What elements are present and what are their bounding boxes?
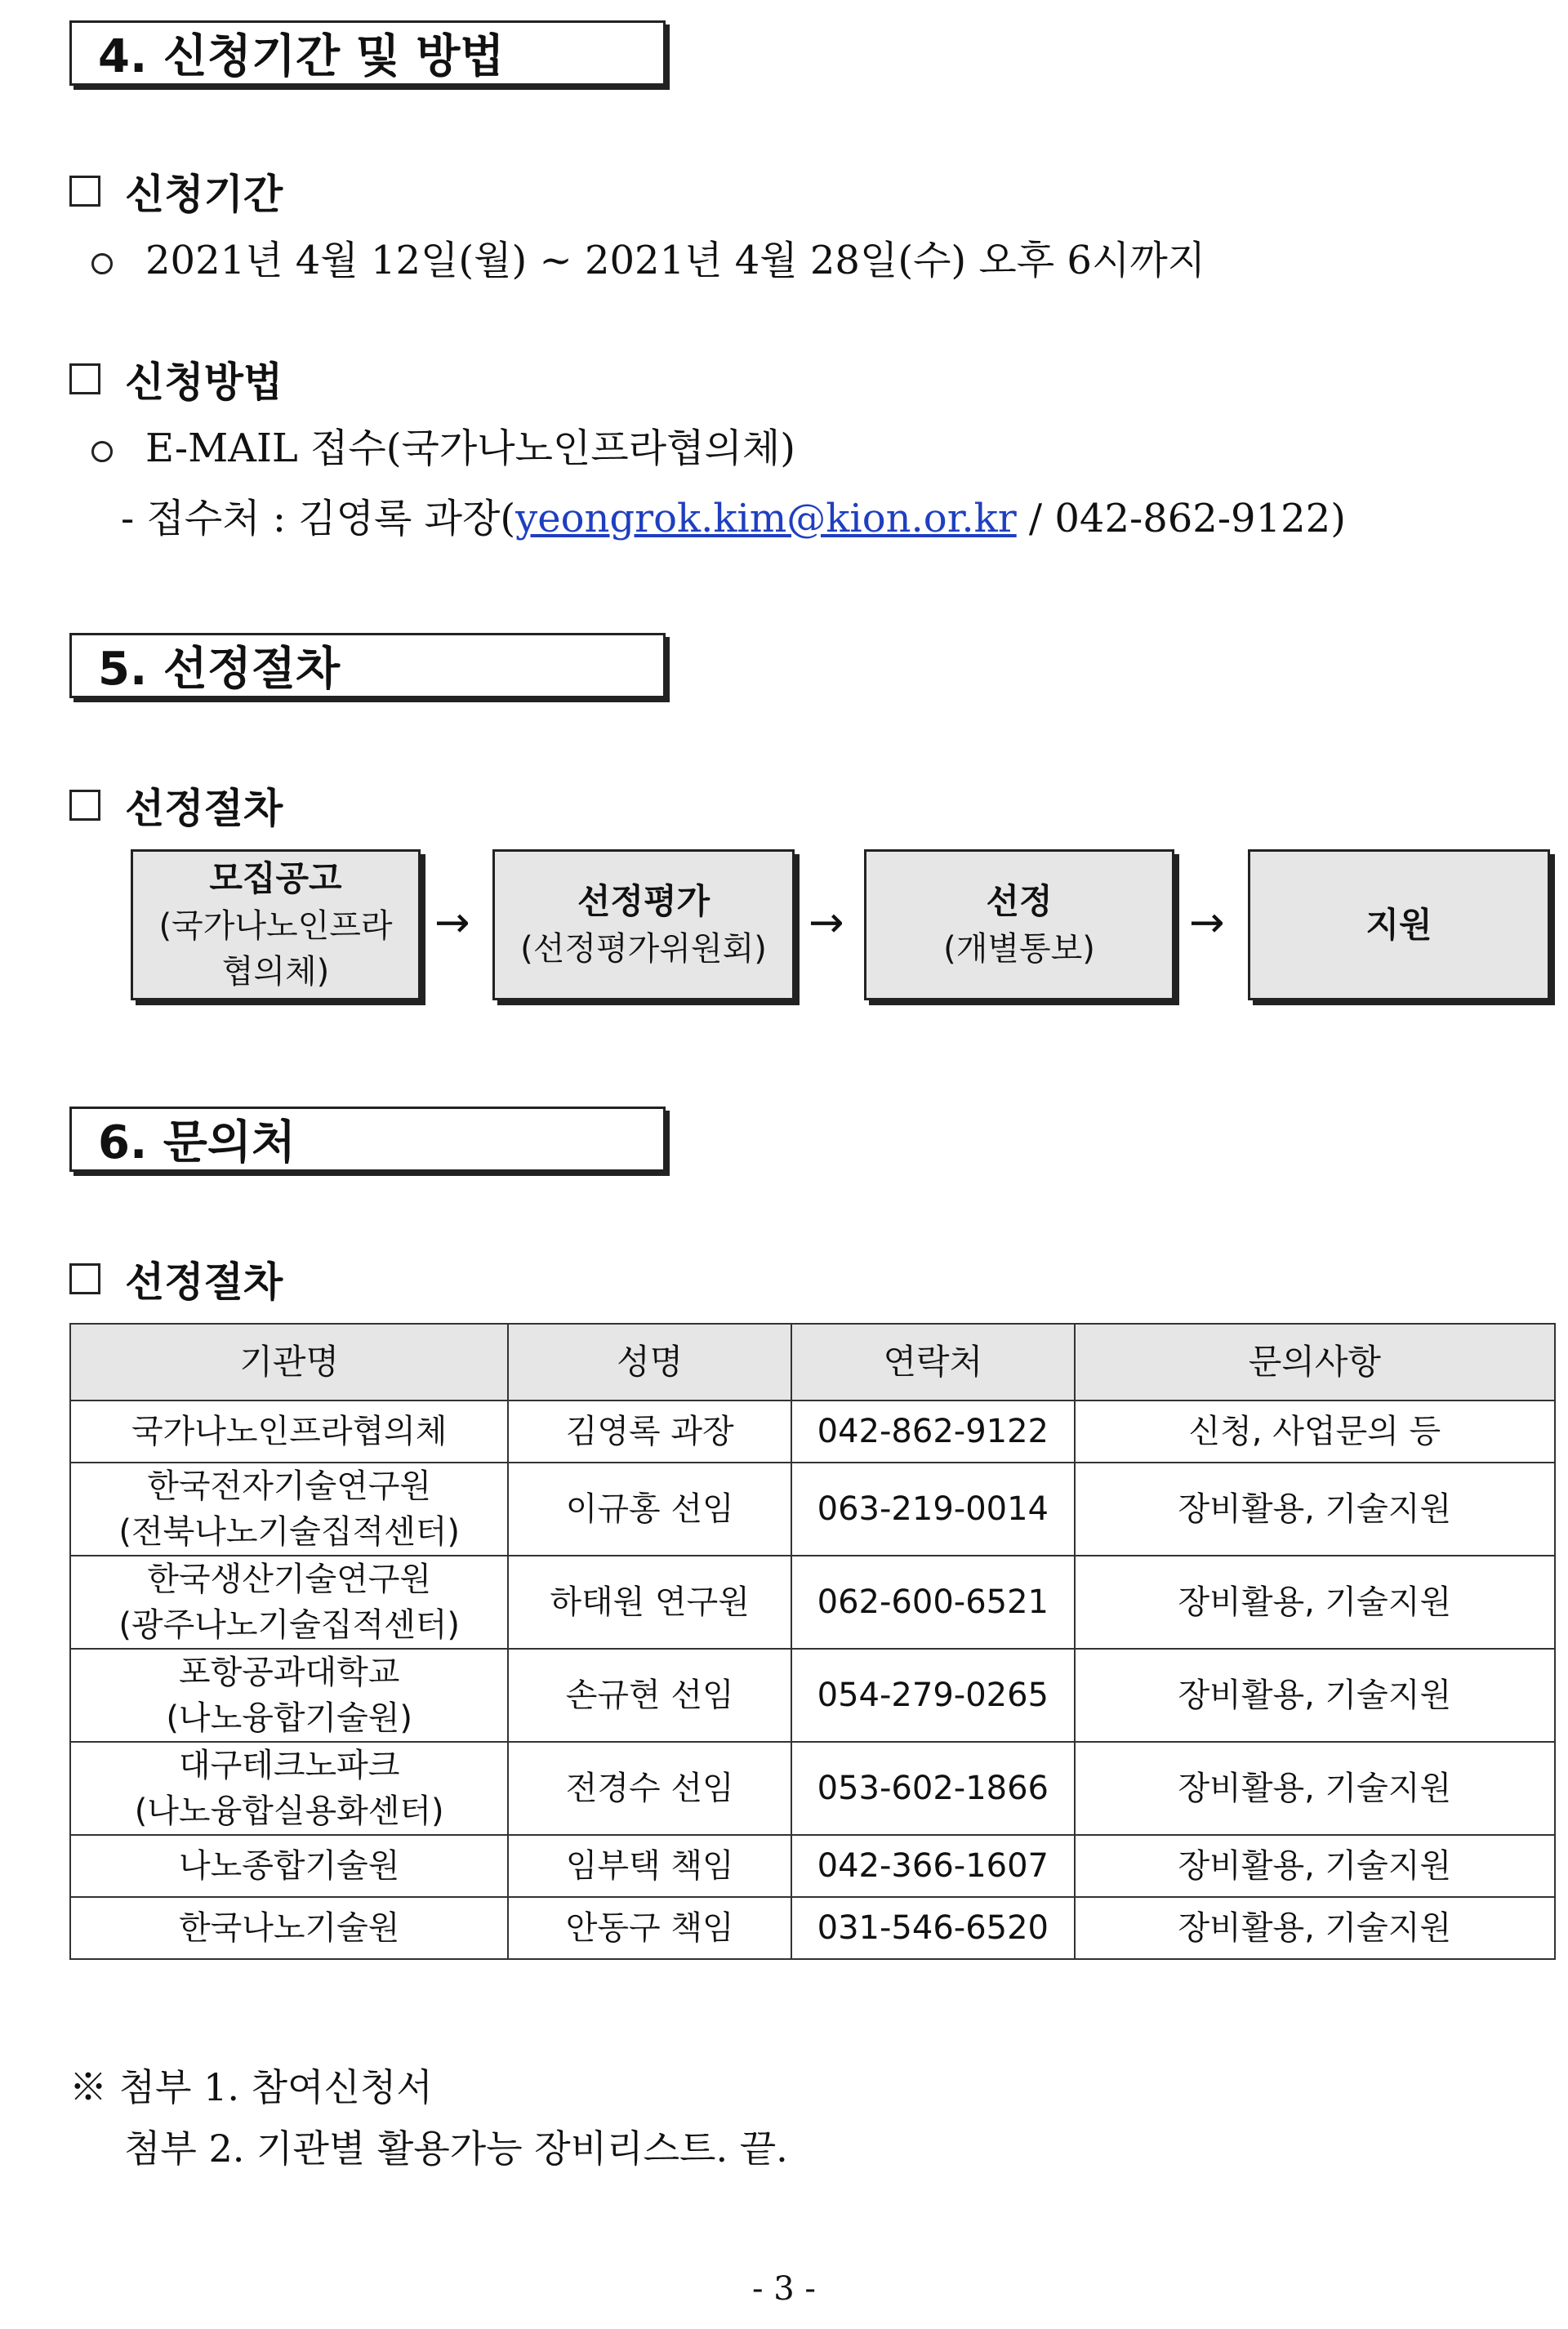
- table-row: [70, 1742, 1555, 1835]
- phone-cell: 063-219-0014: [791, 1463, 1075, 1556]
- flow-step-selection: 선정 (개별통보): [864, 849, 1174, 1000]
- attachment-note-2: 첨부 2. 기관별 활용가능 장비리스트. 끝.: [124, 2126, 788, 2171]
- flow-arrow-icon: →: [808, 898, 844, 947]
- phone-cell: 053-602-1866: [791, 1742, 1075, 1835]
- circle-bullet-icon: [91, 441, 113, 462]
- inquiry-heading: 선정절차: [69, 1249, 283, 1308]
- flow-arrow-icon: →: [1189, 898, 1225, 947]
- inquiry-cell: 신청, 사업문의 등: [1075, 1401, 1555, 1463]
- name-cell: 손규현 선임: [508, 1649, 791, 1742]
- section-4-title: 4. 신청기간 및 방법: [69, 20, 666, 86]
- name-cell: 김영록 과장: [508, 1401, 791, 1463]
- page-number: - 3 -: [752, 2270, 816, 2308]
- name-cell: 안동구 책임: [508, 1897, 791, 1959]
- inquiry-cell: 장비활용, 기술지원: [1075, 1463, 1555, 1556]
- org-cell: 한국전자기술연구원 (전북나노기술집적센터): [70, 1463, 508, 1556]
- flow-step-evaluation: 선정평가 (선정평가위원회): [492, 849, 795, 1000]
- name-cell: 임부택 책임: [508, 1835, 791, 1897]
- phone-cell: 031-546-6520: [791, 1897, 1075, 1959]
- inquiry-cell: 장비활용, 기술지원: [1075, 1742, 1555, 1835]
- org-cell: 포항공과대학교 (나노융합기술원): [70, 1649, 508, 1742]
- inquiry-cell: 장비활용, 기술지원: [1075, 1556, 1555, 1649]
- contact-email-link[interactable]: yeongrok.kim@kion.or.kr: [515, 496, 1017, 541]
- phone-cell: 062-600-6521: [791, 1556, 1075, 1649]
- method-heading: 신청방법: [69, 350, 283, 408]
- table-header-row: [70, 1324, 1555, 1401]
- phone-cell: 042-366-1607: [791, 1835, 1075, 1897]
- checkbox-square-icon: [69, 363, 100, 394]
- section-5-title: 5. 선정절차: [69, 633, 666, 698]
- period-line: 2021년 4월 12일(월) ~ 2021년 4월 28일(수) 오후 6시까지: [91, 229, 1205, 285]
- inquiry-cell: 장비활용, 기술지원: [1075, 1649, 1555, 1742]
- section-6-title: 6. 문의처: [69, 1107, 666, 1172]
- inquiry-cell: 장비활용, 기술지원: [1075, 1835, 1555, 1897]
- name-cell: 이규홍 선임: [508, 1463, 791, 1556]
- table-row: [70, 1556, 1555, 1649]
- checkbox-square-icon: [69, 790, 100, 821]
- table-row: [70, 1835, 1555, 1897]
- org-cell: 대구테크노파크 (나노융합실용화센터): [70, 1742, 508, 1835]
- table-row: [70, 1897, 1555, 1959]
- phone-cell: 054-279-0265: [791, 1649, 1075, 1742]
- checkbox-square-icon: [69, 1263, 100, 1294]
- name-cell: 하태원 연구원: [508, 1556, 791, 1649]
- contact-table: [69, 1323, 1556, 1960]
- attachment-note-1: ※ 첨부 1. 참여신청서: [69, 2065, 433, 2109]
- flow-step-recruit: 모집공고 (국가나노인프라 협의체): [131, 849, 421, 1000]
- checkbox-square-icon: [69, 176, 100, 207]
- table-row: [70, 1401, 1555, 1463]
- org-cell: 나노종합기술원: [70, 1835, 508, 1897]
- org-cell: 한국생산기술연구원 (광주나노기술집적센터): [70, 1556, 508, 1649]
- column-header: 성명: [508, 1324, 791, 1401]
- table-row: [70, 1649, 1555, 1742]
- name-cell: 전경수 선임: [508, 1742, 791, 1835]
- phone-cell: 042-862-9122: [791, 1401, 1075, 1463]
- column-header: 문의사항: [1075, 1324, 1555, 1401]
- method-line: E-MAIL 접수(국가나노인프라협의체): [91, 416, 795, 473]
- contact-line: - 접수처 : 김영록 과장(yeongrok.kim@kion.or.kr / 042-862-9122): [121, 496, 1346, 541]
- column-header: 연락처: [791, 1324, 1075, 1401]
- column-header: 기관명: [70, 1324, 508, 1401]
- circle-bullet-icon: [91, 253, 113, 274]
- inquiry-cell: 장비활용, 기술지원: [1075, 1897, 1555, 1959]
- flow-step-support: 지원: [1248, 849, 1550, 1000]
- org-cell: 국가나노인프라협의체: [70, 1401, 508, 1463]
- org-cell: 한국나노기술원: [70, 1897, 508, 1959]
- flow-arrow-icon: →: [434, 898, 470, 947]
- selection-heading: 선정절차: [69, 776, 283, 835]
- table-row: [70, 1463, 1555, 1556]
- period-heading: 신청기간: [69, 162, 283, 220]
